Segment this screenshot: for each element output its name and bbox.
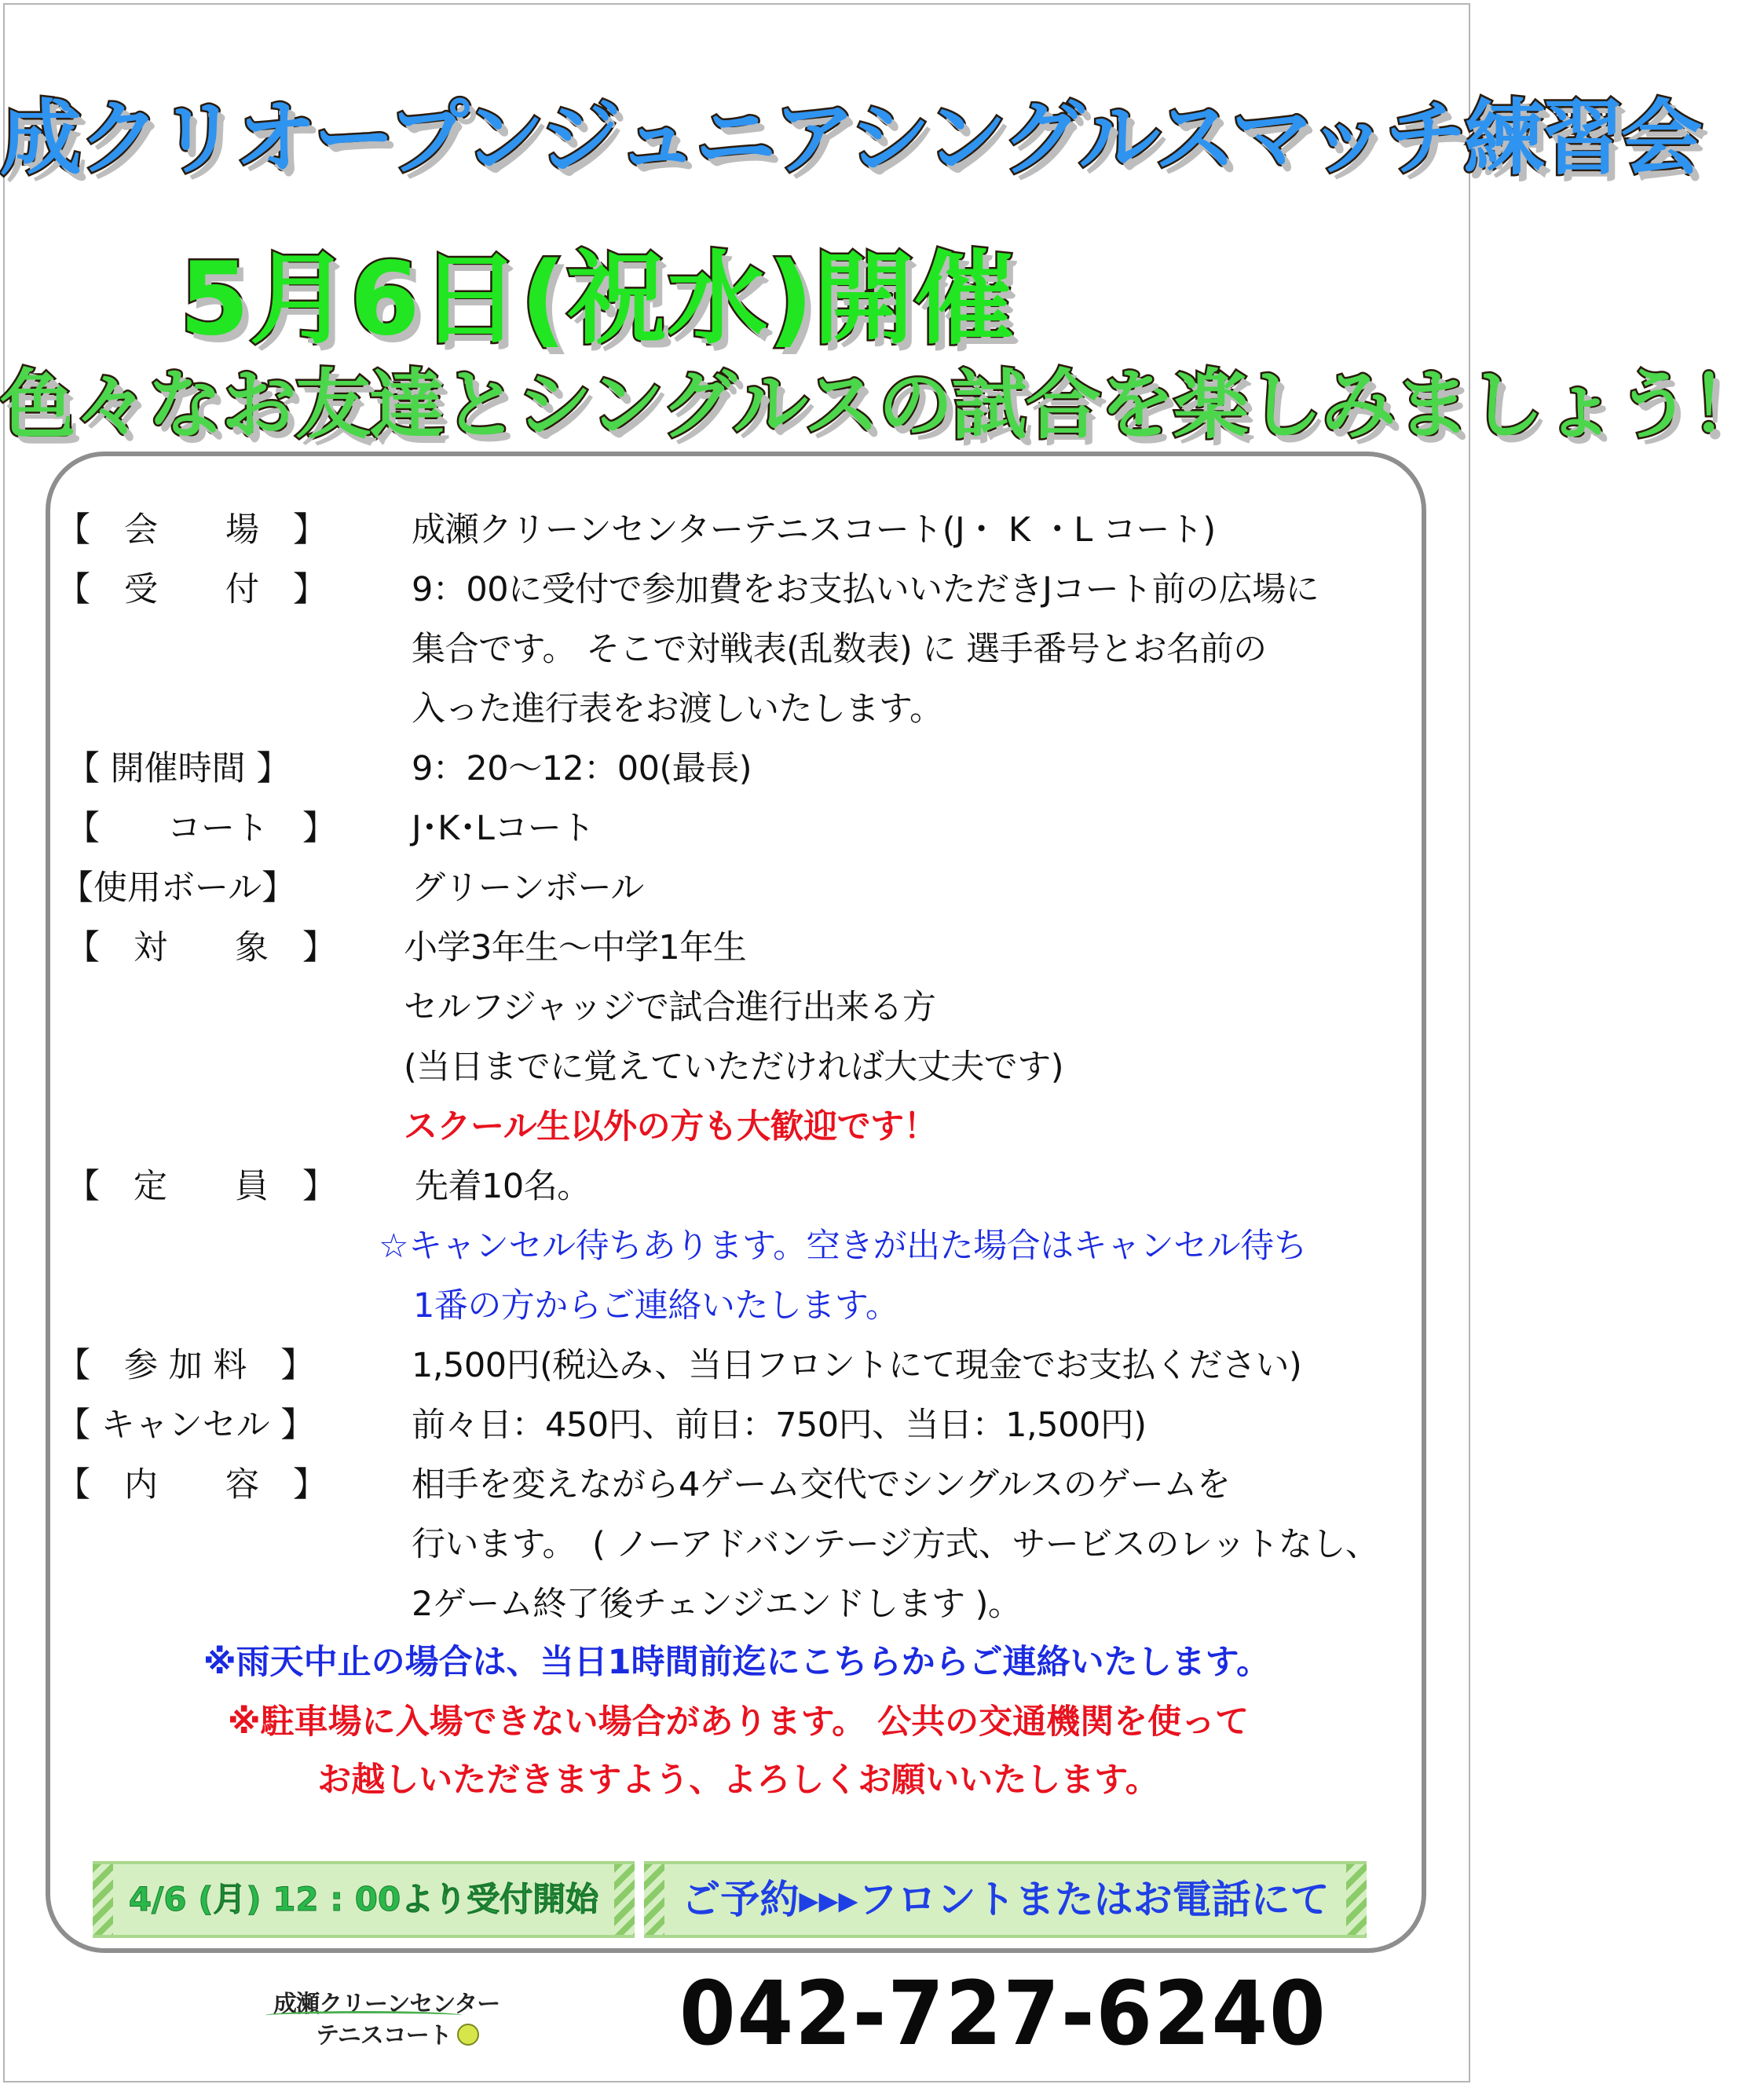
venue-label: 【 会 場 】 — [57, 510, 327, 550]
logo-line-1: 成瀬クリーンセンター — [273, 1991, 500, 2018]
reception-row-2 — [0, 622, 1477, 677]
content-line: 相手を変えながら4ゲーム交代でシングルスのゲームを — [412, 1465, 1231, 1505]
ball-value: グリーンボール — [412, 868, 644, 908]
capacity-label: 【 定 員 】 — [66, 1167, 336, 1206]
target-row-3 — [0, 1040, 1477, 1095]
target-line: セルフジャッジで試合進行出来る方 — [404, 988, 936, 1027]
target-row-2 — [0, 980, 1477, 1035]
content-label: 【 内 容 】 — [57, 1465, 327, 1505]
time-value: 9：20～12：00(最長) — [412, 749, 752, 788]
capacity-note-row — [0, 1219, 1477, 1274]
time-row — [0, 741, 1477, 796]
event-date: 5月6日(祝水)開催 — [179, 241, 1015, 358]
reception-line: 集合です。 そこで対戦表(乱数表) に 選手番号とお名前の — [412, 630, 1267, 669]
fee-value: 1,500円(税込み、当日フロントにて現金でお支払ください) — [412, 1346, 1302, 1385]
reception-start-banner — [93, 1861, 635, 1938]
target-note-row — [0, 1099, 1477, 1154]
event-subtitle: 色々なお友達とシングルスの試合を楽しみましょう！ — [0, 361, 1764, 449]
rain-note: ※雨天中止の場合は、当日1時間前迄にこちらからご連絡いたします。 — [203, 1643, 1271, 1682]
content-line: 行います。 ( ノーアドバンテージ方式、サービスのレットなし、 — [412, 1525, 1379, 1564]
time-label: 【 開催時間 】 — [66, 749, 291, 788]
capacity-value: 先着10名。 — [415, 1167, 591, 1206]
ball-row — [0, 861, 1477, 916]
target-label: 【 対 象 】 — [66, 928, 336, 967]
phone-number: 042-727-6240 — [679, 1963, 1327, 2065]
fee-label: 【 参 加 料 】 — [57, 1346, 315, 1385]
cancel-label: 【 キャンセル 】 — [57, 1406, 315, 1445]
court-value: J･K･Lコート — [412, 809, 595, 848]
tennis-ball-icon — [457, 2024, 479, 2046]
reception-label: 【 受 付 】 — [57, 570, 327, 609]
fee-row — [0, 1338, 1477, 1393]
content-line: 2ゲーム終了後チェンジエンドします )。 — [412, 1585, 1022, 1624]
event-title: 成クリオープンジュニアシングルスマッチ練習会 — [0, 90, 1700, 186]
venue-value: 成瀬クリーンセンターテニスコート(J・ K ・L コート) — [412, 510, 1216, 550]
target-line: (当日までに覚えていただければ大丈夫です) — [404, 1048, 1064, 1087]
content-row — [0, 1457, 1477, 1512]
capacity-note-row-2 — [0, 1278, 1477, 1333]
reception-line: 入った進行表をお渡しいたします。 — [412, 689, 943, 729]
ball-label: 【使用ボール】 — [60, 868, 296, 908]
cancel-value: 前々日：450円、前日：750円、当日：1,500円) — [412, 1406, 1147, 1445]
logo-line-2: テニスコート — [316, 2022, 452, 2050]
reception-line: 9：00に受付で参加費をお支払いいただきJコート前の広場に — [412, 570, 1319, 609]
court-label: 【 コート 】 — [66, 809, 336, 848]
school-welcome-note: スクール生以外の方も大歓迎です！ — [404, 1107, 938, 1146]
cancel-row — [0, 1398, 1477, 1453]
tennis-court-logo — [265, 1983, 517, 2053]
waitlist-note: ☆キャンセル待ちあります。空きが出た場合はキャンセル待ち — [379, 1227, 1308, 1266]
reception-start-text: 4/6 (月) 12 : 00より受付開始 — [128, 1880, 599, 1918]
content-row-2 — [0, 1517, 1477, 1572]
reservation-banner — [644, 1861, 1367, 1938]
reception-row-3 — [0, 682, 1477, 737]
content-row-3 — [0, 1577, 1477, 1632]
reservation-text: ご予約▸▸▸フロントまたはお電話にて — [681, 1877, 1330, 1922]
capacity-row — [0, 1159, 1477, 1214]
venue-row — [0, 503, 1477, 558]
target-line: 小学3年生～中学1年生 — [404, 928, 747, 967]
target-row — [0, 920, 1477, 975]
reception-row — [0, 562, 1477, 617]
court-row — [0, 801, 1477, 856]
waitlist-note: 1番の方からご連絡いたします。 — [413, 1286, 899, 1326]
parking-note: お越しいただきますよう、よろしくお願いいたします。 — [317, 1761, 1159, 1800]
parking-note: ※駐車場に入場できない場合があります。 公共の交通機関を使って — [227, 1702, 1250, 1742]
